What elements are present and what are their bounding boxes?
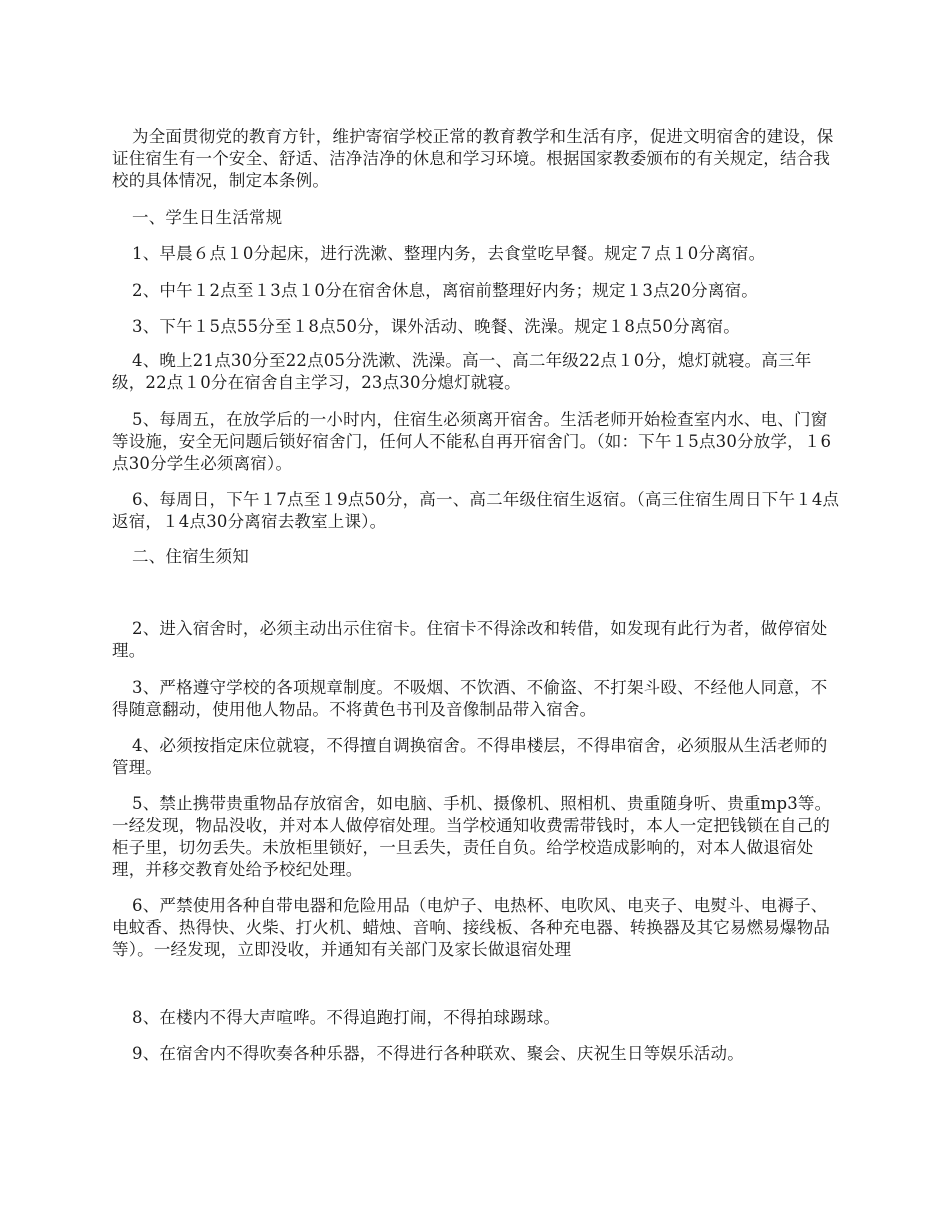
routine-item-2: 2、中午１2点至１3点１0分在宿舍休息，离宿前整理好内务；规定１3点20分离宿。 bbox=[132, 281, 758, 300]
rule-item-2: 2、进入宿舍时，必须主动出示住宿卡。住宿卡不得涂改和转借，如发现有此行为者，做停宿处理。 bbox=[112, 619, 828, 660]
rule-item-8: 8、在楼内不得大声喧哗。不得追跑打闹，不得拍球踢球。 bbox=[132, 1008, 561, 1027]
intro-paragraph: 为全面贯彻党的教育方针，维护寄宿学校正常的教育教学和生活有序，促进文明宿舍的建设，保证住宿生有一个安全、舒适、洁净洁净的休息和学习环境。根据国家教委颁布的有关规定，结合我校的具体情况，制定本条例。 bbox=[112, 127, 834, 190]
rule-item-5: 5、禁止携带贵重物品存放宿舍，如电脑、手机、摄像机、照相机、贵重随身听、贵重mp3等。一经发现，物品没收，并对本人做停宿处理。当学校通知收费需带钱时，本人一定把钱锁在自己的柜子里，切勿丢失。未放柜里锁好，一旦丢失，责任自负。给学校造成影响的，对本人做退宿处理，并移交教育处给予校纪处理。 bbox=[112, 794, 832, 879]
rule-item-9: 9、在宿舍内不得吹奏各种乐器，不得进行各种联欢、聚会、庆祝生日等娱乐活动。 bbox=[132, 1044, 744, 1063]
section-heading-daily-routine: 一、学生日生活常规 bbox=[132, 208, 283, 227]
rule-item-3: 3、严格遵守学校的各项规章制度。不吸烟、不饮酒、不偷盗、不打架斗殴、不经他人同意，不得随意翻动，使用他人物品。不将黄色书刊及音像制品带入宿舍。 bbox=[112, 678, 828, 719]
routine-item-1: 1、早晨６点１0分起床，进行洗漱、整理内务，去食堂吃早餐。规定７点１0分离宿。 bbox=[132, 244, 766, 263]
rule-item-6: 6、严禁使用各种自带电器和危险用品（电炉子、电热杯、电吹风、电夹子、电熨斗、电褥子、电蚊香、热得快、火柴、打火机、蜡烛、音响、接线板、各种充电器、转换器及其它易燃易爆物品等）。一经发现，立即没收，并通知有关部门及家长做退宿处理 bbox=[112, 896, 831, 959]
rule-item-4: 4、必须按指定床位就寝，不得擅自调换宿舍。不得串楼层，不得串宿舍，必须服从生活老师的管理。 bbox=[112, 736, 828, 777]
routine-item-6: 6、每周日，下午１7点至１9点50分，高一、高二年级住宿生返宿。（高三住宿生周日下午１4点返宿，１4点30分离宿去教室上课）。 bbox=[112, 490, 840, 531]
section-heading-resident-rules: 二、住宿生须知 bbox=[132, 547, 249, 566]
routine-item-4: 4、晚上21点30分至22点05分洗漱、洗澡。高一、高二年级22点１0分，熄灯就寝。高三年级，22点１0分在宿舍自主学习，23点30分熄灯就寝。 bbox=[112, 351, 812, 392]
routine-item-5: 5、每周五，在放学后的一小时内，住宿生必须离开宿舍。生活老师开始检查室内水、电、门窗等设施，安全无问题后锁好宿舍门，任何人不能私自再开宿舍门。（如：下午１5点30分放学，１6点30分学生必须离宿）。 bbox=[112, 410, 832, 473]
routine-item-3: 3、下午１5点55分至１8点50分，课外活动、晚餐、洗澡。规定１8点50分离宿。 bbox=[132, 317, 740, 336]
